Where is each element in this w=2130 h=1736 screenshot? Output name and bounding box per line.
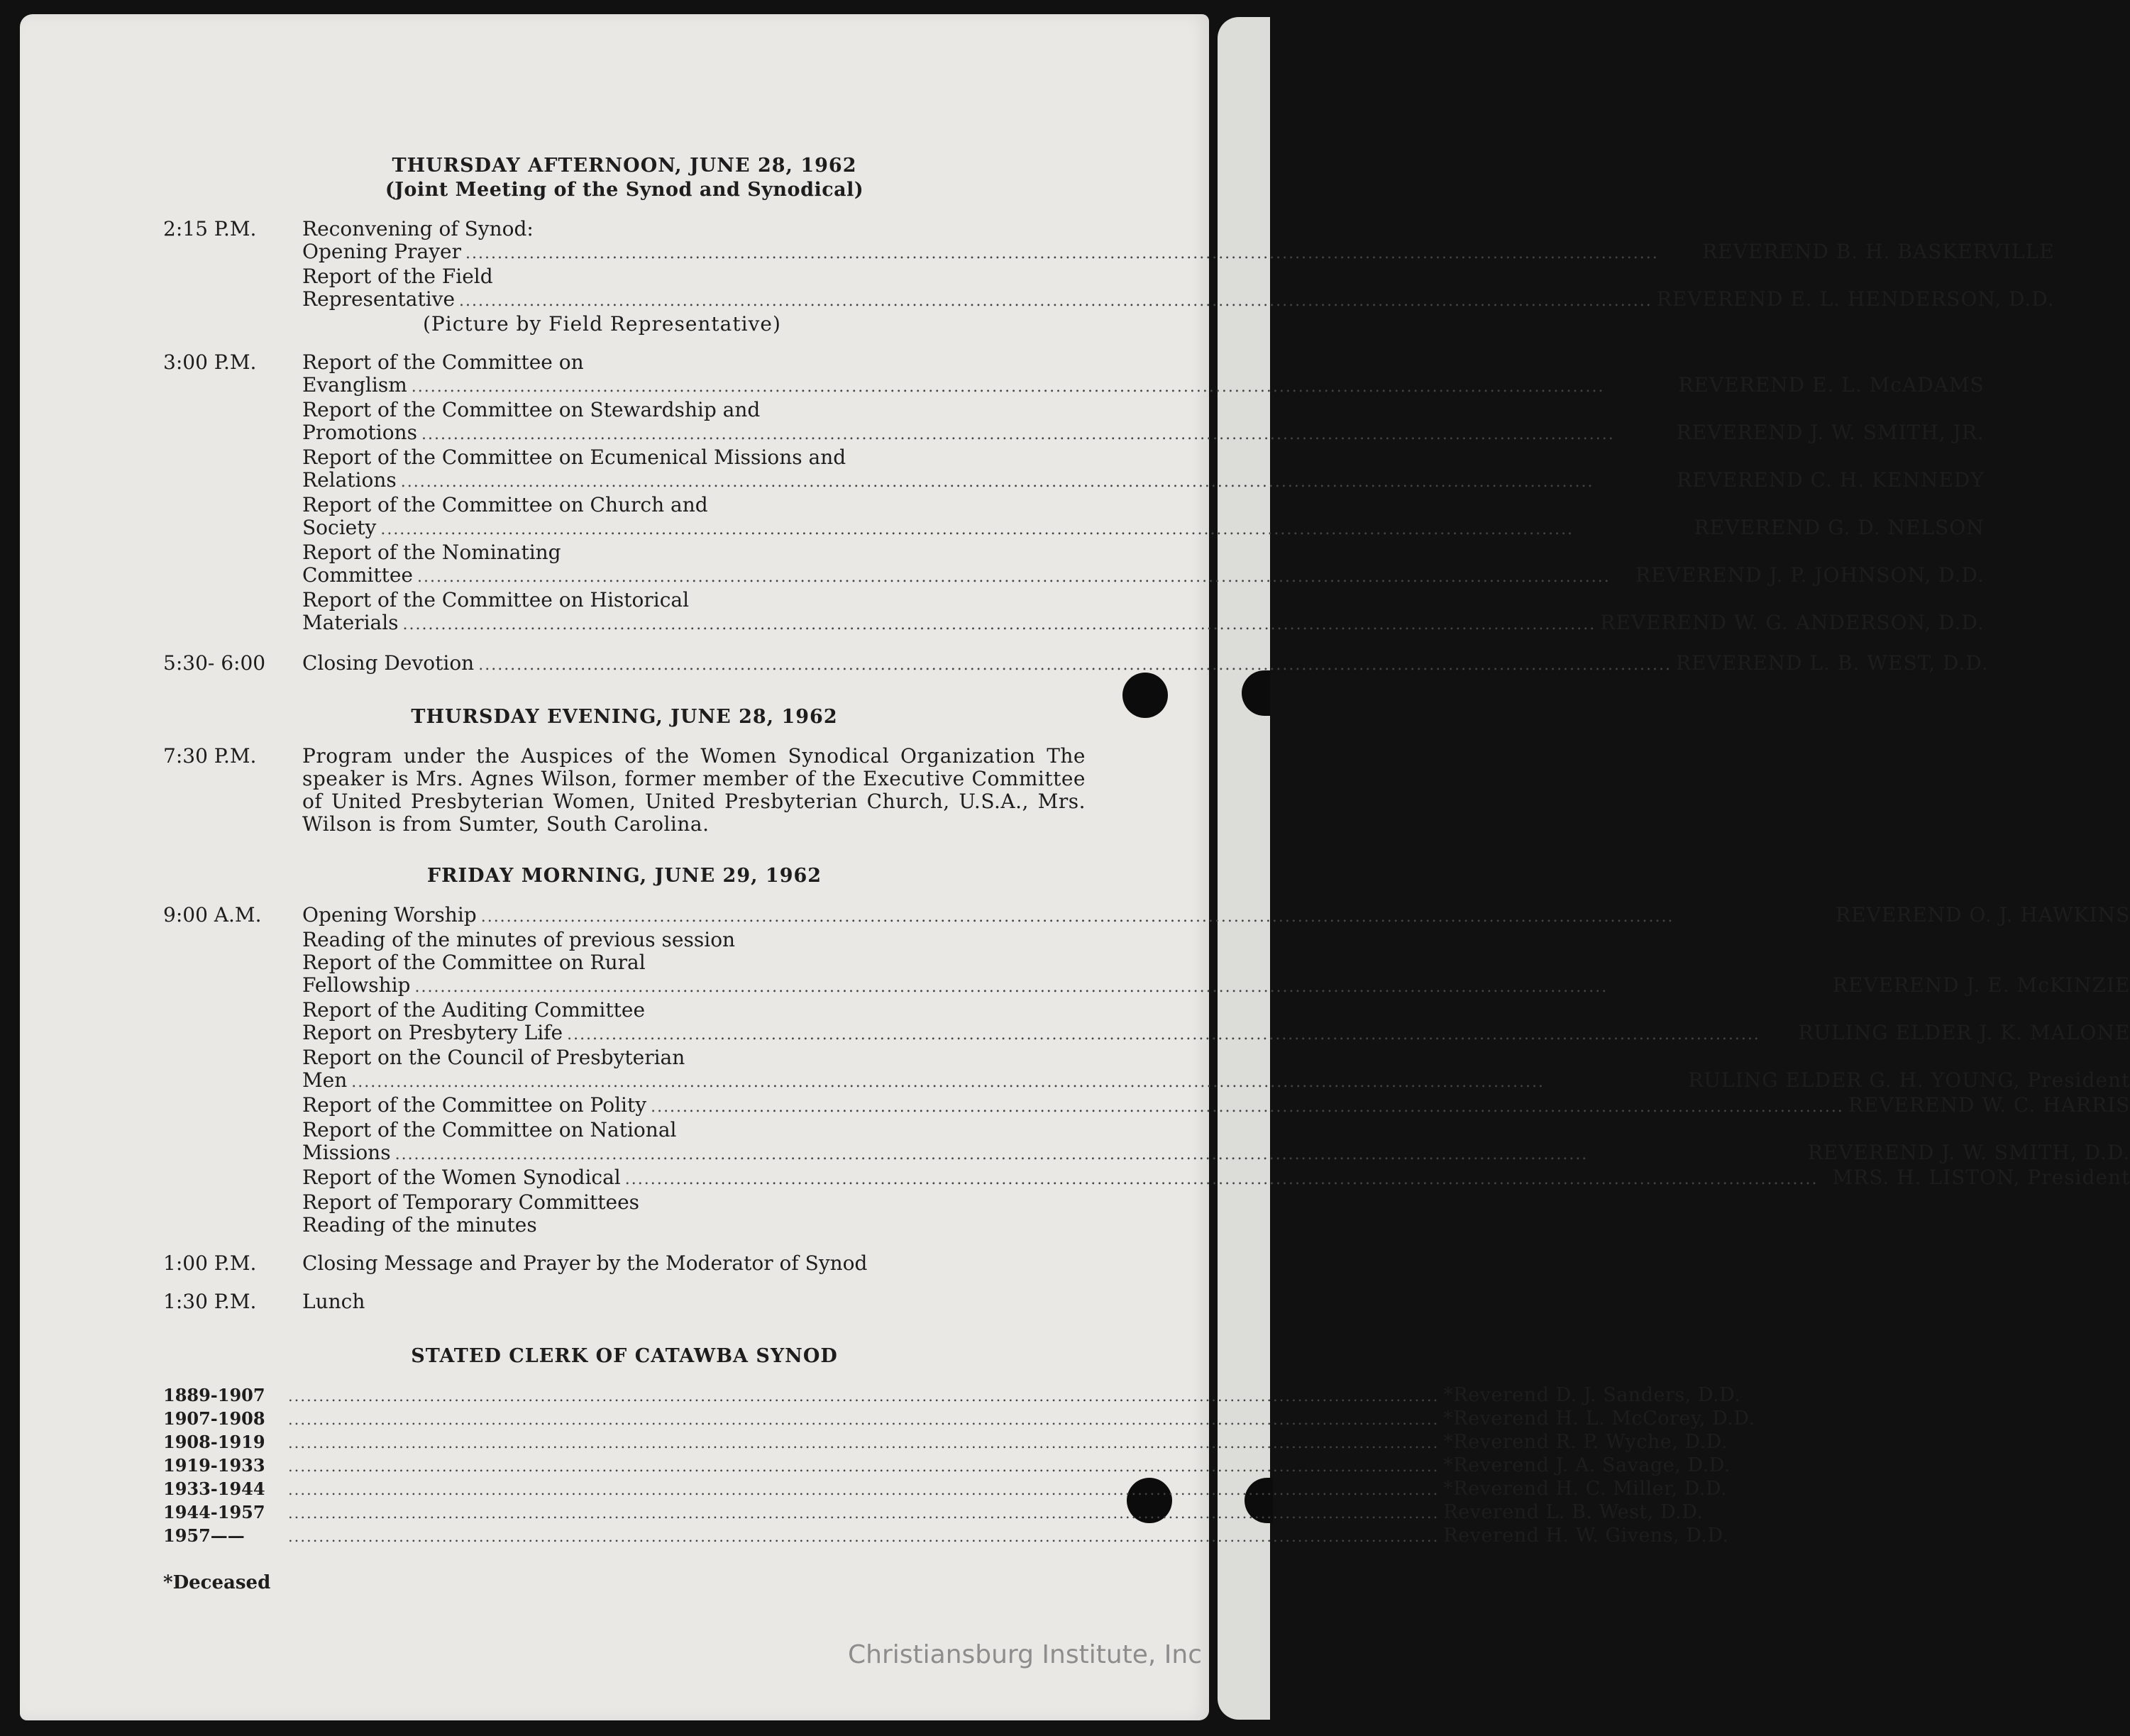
thursday-afternoon-section: [163, 154, 2055, 677]
agenda-line: [302, 951, 2130, 974]
agenda-label: Society: [302, 516, 377, 539]
schedule-block: [163, 651, 1989, 677]
dot-leader: [288, 1455, 1439, 1478]
time-slot: 1:00 P.M.: [163, 1251, 257, 1275]
agenda-line: [302, 974, 2130, 999]
dot-leader: [288, 1432, 1439, 1454]
agenda-items: [302, 1290, 1086, 1313]
schedule-block: [163, 350, 1985, 636]
schedule-block: [163, 1252, 1086, 1275]
agenda-line: [302, 612, 1985, 636]
agenda-label: Report of the Nominating: [302, 541, 561, 564]
agenda-label: Men: [302, 1068, 348, 1092]
agenda-line: [302, 1141, 2130, 1166]
agenda-items: [302, 351, 1985, 636]
clerk-row: [163, 1525, 1729, 1548]
agenda-line: [302, 1252, 1086, 1275]
clerk-years: 1907-1908: [163, 1408, 265, 1429]
agenda-label: Report of the Committee on National: [302, 1118, 677, 1141]
agenda-label: Fellowship: [302, 973, 411, 997]
dot-leader: [403, 614, 1596, 636]
presenter-name: REVEREND J. E. McKINZIE: [1832, 973, 2130, 997]
dot-leader: [421, 424, 1672, 446]
presenter-name: REVEREND B. H. BASKERVILLE: [1702, 240, 2055, 263]
agenda-line: [302, 589, 1985, 612]
clerk-row: [163, 1431, 1728, 1454]
dot-leader: [478, 654, 1672, 677]
time-slot: 9:00 A.M.: [163, 903, 262, 927]
dot-leader: [625, 1168, 1828, 1191]
schedule-blocks: [163, 217, 2055, 677]
agenda-line: [302, 1191, 2130, 1214]
agenda-line: [302, 1166, 2130, 1191]
agenda-line: [302, 1069, 2130, 1094]
agenda-line: [302, 904, 2130, 929]
presenter-name: REVEREND G. D. NELSON: [1694, 516, 1985, 539]
dot-leader: [288, 1502, 1439, 1525]
agenda-label: Materials: [302, 611, 399, 634]
presenter-name: REVEREND E. L. McADAMS: [1678, 373, 1985, 397]
agenda-label: Report of the Field: [302, 265, 493, 288]
clerk-years: 1957——: [163, 1525, 245, 1546]
schedule-block: [163, 217, 2055, 336]
agenda-line: [302, 446, 1985, 469]
presenter-name: REVEREND C. H. KENNEDY: [1677, 468, 1985, 492]
agenda-line: [302, 652, 1989, 677]
agenda-note: (Picture by Field Representative): [423, 312, 781, 336]
dot-leader: [395, 1144, 1804, 1166]
agenda-label: Report of the Committee on Rural: [302, 951, 646, 974]
schedule-block: [163, 903, 2130, 1237]
agenda-label: Report on the Council of Presbyterian: [302, 1046, 685, 1069]
agenda-label: Report of the Committee on Church and: [302, 493, 708, 516]
stated-clerk-section: [163, 1344, 1755, 1593]
clerk-name: *Reverend J. A. Savage, D.D.: [1443, 1454, 1731, 1476]
agenda-line: [302, 929, 2130, 951]
agenda-label: Relations: [302, 468, 397, 492]
agenda-line: [302, 1046, 2130, 1069]
clerk-name: Reverend H. W. Givens, D.D.: [1443, 1525, 1729, 1547]
dot-leader: [288, 1525, 1439, 1548]
dot-leader: [567, 1024, 1794, 1046]
schedule-block: [163, 1290, 1086, 1313]
agenda-label: Promotions: [302, 421, 417, 444]
dot-leader: [459, 290, 1652, 313]
agenda-label: Reading of the minutes of previous session: [302, 928, 736, 951]
agenda-label: Report of the Committee on Stewardship and: [302, 398, 761, 421]
agenda-line: [302, 1214, 2130, 1237]
clerk-years: 1919-1933: [163, 1455, 265, 1476]
agenda-line: [302, 374, 1985, 399]
program-content: [163, 145, 2130, 1593]
watermark: Christiansburg Institute, Inc: [848, 1640, 1203, 1669]
agenda-label: Reading of the minutes: [302, 1213, 537, 1237]
agenda-items: [302, 218, 2055, 336]
clerk-name: *Reverend R. P. Wyche, D.D.: [1443, 1431, 1728, 1453]
dot-leader: [288, 1408, 1439, 1431]
agenda-line: [302, 351, 1985, 374]
clerk-name: *Reverend D. J. Sanders, D.D.: [1443, 1384, 1741, 1406]
time-slot: 1:30 P.M.: [163, 1290, 257, 1313]
clerk-years: 1933-1944: [163, 1478, 265, 1499]
agenda-label: Report of the Auditing Committee: [302, 998, 646, 1022]
footnote: *Deceased: [163, 1572, 271, 1593]
clerk-years: 1944-1957: [163, 1502, 265, 1522]
presenter-name: REVEREND W. G. ANDERSON, D.D.: [1600, 611, 1985, 634]
agenda-line: [302, 999, 2130, 1022]
time-slot: 3:00 P.M.: [163, 350, 257, 374]
agenda-line: [302, 288, 2055, 313]
agenda-line: [302, 241, 2055, 265]
agenda-line: [302, 1119, 2130, 1141]
agenda-label: Opening Worship: [302, 903, 477, 927]
dot-leader: [288, 1478, 1439, 1501]
clerk-row: [163, 1478, 1728, 1501]
agenda-line: [302, 421, 1985, 446]
agenda-label: Report of the Committee on Historical: [302, 588, 690, 612]
clerk-row: [163, 1408, 1755, 1431]
dot-leader: [414, 976, 1828, 999]
agenda-line: [302, 265, 2055, 288]
clerk-name: *Reverend H. L. McCorey, D.D.: [1443, 1408, 1755, 1430]
agenda-line: [302, 494, 1985, 516]
schedule-blocks: [163, 903, 2130, 1313]
clerk-row: [163, 1501, 1704, 1525]
agenda-label: Report of Temporary Committees: [302, 1190, 640, 1214]
section-heading: THURSDAY EVENING, JUNE 28, 1962: [411, 706, 838, 728]
agenda-line: [302, 399, 1985, 421]
agenda-line: [302, 541, 1985, 564]
dot-leader: [412, 376, 1674, 399]
agenda-items: [302, 904, 2130, 1237]
presenter-name: REVEREND E. L. HENDERSON, D.D.: [1656, 287, 2055, 311]
friday-morning-section: [163, 864, 2130, 1313]
agenda-label: Report of the Committee on Ecumenical Missions and: [302, 446, 846, 469]
dot-leader: [481, 906, 1831, 929]
clerk-years: 1908-1919: [163, 1432, 265, 1452]
agenda-label: Report of the Committee on: [302, 350, 584, 374]
agenda-label: Lunch: [302, 1290, 365, 1313]
presenter-name: RULING ELDER G. H. YOUNG, President: [1688, 1068, 2130, 1092]
agenda-label: Opening Prayer: [302, 240, 461, 263]
presenter-name: REVEREND W. C. HARRIS: [1848, 1093, 2130, 1117]
presenter-name: REVEREND O. J. HAWKINS: [1835, 903, 2130, 927]
agenda-label: Missions: [302, 1141, 391, 1164]
clerk-name: Reverend L. B. West, D.D.: [1443, 1501, 1704, 1523]
agenda-line: [302, 1290, 1086, 1313]
schedule-block: [163, 745, 1086, 836]
dot-leader: [288, 1385, 1439, 1408]
presenter-name: REVEREND J. W. SMITH, JR.: [1676, 421, 1985, 444]
agenda-label: Report of the Committee on Polity: [302, 1093, 647, 1117]
dot-leader: [380, 519, 1689, 541]
agenda-line: [302, 469, 1985, 494]
dot-leader: [401, 471, 1672, 494]
section-heading: FRIDAY MORNING, JUNE 29, 1962: [426, 865, 822, 887]
agenda-label: Reconvening of Synod:: [302, 217, 534, 241]
agenda-label: Committee: [302, 563, 413, 587]
agenda-label: Report of the Women Synodical: [302, 1166, 621, 1189]
presenter-name: REVEREND J. P. JOHNSON, D.D.: [1635, 563, 1985, 587]
presenter-name: MRS. H. LISTON, President: [1832, 1166, 2130, 1189]
dot-leader: [465, 243, 1698, 265]
time-slot: 7:30 P.M.: [163, 744, 257, 768]
punch-hole: [1122, 673, 1168, 718]
clerk-row: [163, 1454, 1731, 1478]
clerk-years: 1889-1907: [163, 1385, 265, 1405]
agenda-label: Report on Presbytery Life: [302, 1021, 563, 1044]
agenda-line: [302, 516, 1985, 541]
agenda-items: [302, 652, 1989, 677]
presenter-name: REVEREND L. B. WEST, D.D.: [1675, 651, 1989, 675]
dot-leader: [651, 1096, 1844, 1119]
dot-leader: [417, 566, 1631, 589]
clerk-name: *Reverend H. C. Miller, D.D.: [1443, 1478, 1728, 1500]
agenda-label: Closing Devotion: [302, 651, 475, 675]
time-slot: 5:30- 6:00: [163, 651, 266, 675]
dot-leader: [351, 1071, 1684, 1094]
thursday-evening-section: [163, 705, 1086, 836]
program-description: Program under the Auspices of the Women Synodical Organization The speaker is Mrs. Agnes Wilson, former member of the Executive Committee of United Presbyterian Women, United Presbyterian Church, U.S.A., Mrs. Wilson is from Sumter, South Carolina.: [302, 744, 1086, 836]
agenda-items: [302, 1252, 1086, 1275]
section-subheading: (Joint Meeting of the Synod and Synodical): [385, 179, 864, 201]
section-heading: THURSDAY AFTERNOON, JUNE 28, 1962: [392, 155, 857, 177]
agenda-label: Evanglism: [302, 373, 407, 397]
presenter-name: RULING ELDER J. K. MALONE: [1798, 1021, 2130, 1044]
section-heading: STATED CLERK OF CATAWBA SYNOD: [411, 1345, 838, 1367]
agenda-line: [302, 218, 2055, 241]
agenda-label: Representative: [302, 287, 456, 311]
agenda-label: Closing Message and Prayer by the Moderator of Synod: [302, 1251, 868, 1275]
agenda-line: [302, 1094, 2130, 1119]
agenda-line: [302, 564, 1985, 589]
clerk-list: [163, 1384, 1755, 1548]
agenda-line: [302, 1022, 2130, 1046]
clerk-row: [163, 1384, 1741, 1408]
presenter-name: REVEREND J. W. SMITH, D.D.: [1807, 1141, 2130, 1164]
time-slot: 2:15 P.M.: [163, 217, 257, 241]
